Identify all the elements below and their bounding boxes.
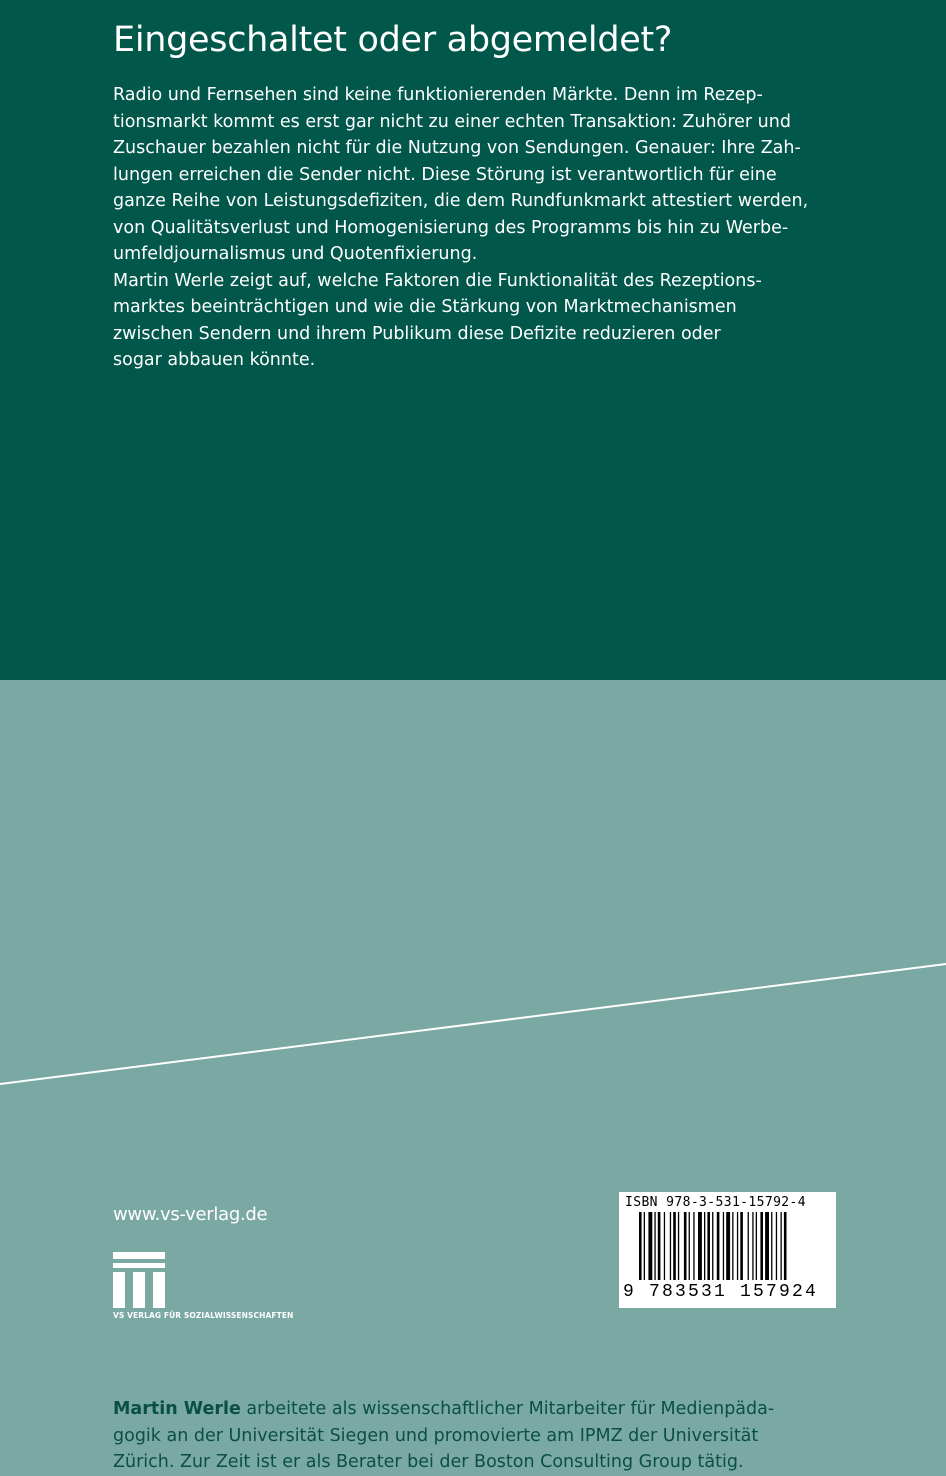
barcode-bar — [781, 1212, 782, 1280]
barcode-bar — [732, 1212, 733, 1280]
barcode-bar — [748, 1212, 749, 1280]
bio-line — [113, 1396, 833, 1423]
barcode-bar — [639, 1212, 642, 1280]
barcode-bar — [670, 1212, 671, 1280]
barcode-bar — [712, 1212, 713, 1280]
author-bio — [113, 1396, 833, 1476]
barcode-bar — [684, 1212, 687, 1280]
blurb-line: Zuschauer bezahlen nicht für die Nutzung von Sendungen. Genauer: Ihre Zah- — [113, 138, 801, 158]
bio-line: Zürich. Zur Zeit ist er als Berater bei der Boston Consulting Group tätig. — [113, 1452, 744, 1472]
blurb-line: Martin Werle zeigt auf, welche Faktoren die Funktionalität des Rezeptions- — [113, 270, 762, 291]
barcode-bar — [673, 1212, 676, 1280]
barcode-bar — [760, 1212, 763, 1280]
publisher-url[interactable]: www.vs-verlag.de — [113, 1204, 268, 1225]
barcode-bar — [726, 1212, 730, 1280]
barcode-bar — [664, 1212, 665, 1280]
barcode-bar — [689, 1212, 690, 1280]
blurb-line: tionsmarkt kommt es erst gar nicht zu einer echten Transaktion: Zuhörer und — [113, 111, 791, 132]
barcode-bar — [740, 1212, 743, 1280]
barcode-bar — [648, 1212, 652, 1280]
blurb-line: marktes beeinträchtigen und wie die Stärkung von Marktmechanismen — [113, 297, 737, 317]
blurb-line: von Qualitätsverlust und Homogenisierung des Programms bis hin zu Werbe- — [113, 217, 789, 238]
author-name: Martin Werle — [113, 1399, 241, 1419]
blurb-line: Radio und Fernsehen sind keine funktionierenden Märkte. Denn im Rezep- — [113, 85, 763, 105]
bio-line: gogik an der Universität Siegen und promovierte am IPMZ der Universität — [113, 1425, 759, 1446]
publisher-logo-caption: VS VERLAG FÜR SOZIALWISSENSCHAFTEN — [113, 1311, 294, 1320]
ean-digits: 9 783531 157924 — [623, 1282, 819, 1302]
blurb-line: zwischen Sendern und ihrem Publikum diese Defizite reduzieren oder — [113, 323, 721, 344]
barcode-bar — [644, 1212, 645, 1280]
barcode-bar — [776, 1212, 777, 1280]
barcode-bar — [717, 1212, 720, 1280]
isbn-label: ISBN 978-3-531-15792-4 — [625, 1195, 806, 1210]
barcode-bar — [704, 1212, 705, 1280]
blurb-line: ganze Reihe von Leistungsdefiziten, die dem Rundfunkmarkt attestiert werden, — [113, 191, 809, 211]
barcode-bar — [737, 1212, 738, 1280]
barcode-bar — [765, 1212, 769, 1280]
barcode-bar — [698, 1212, 702, 1280]
barcode-bar — [658, 1212, 661, 1280]
barcode-bar — [771, 1212, 772, 1280]
barcode-bar — [752, 1212, 753, 1280]
blurb-line: umfeldjournalismus und Quotenfixierung. — [113, 244, 478, 264]
barcode-bar — [723, 1212, 724, 1280]
isbn-barcode — [619, 1192, 836, 1308]
barcode-bar — [654, 1212, 655, 1280]
barcode-bar — [693, 1212, 694, 1280]
barcode-bar — [756, 1212, 757, 1280]
blurb-line: sogar abbauen könnte. — [113, 350, 316, 370]
bio-line-rest: arbeitete als wissenschaftlicher Mitarbeiter für Medienpäda- — [240, 1399, 775, 1419]
barcode-bar — [784, 1212, 787, 1280]
book-title: Eingeschaltet oder abgemeldet? — [113, 20, 673, 60]
barcode-bar — [678, 1212, 679, 1280]
blurb-line: lungen erreichen die Sender nicht. Diese Störung ist verantwortlich für eine — [113, 164, 777, 185]
barcode-bars — [639, 1212, 819, 1280]
barcode-bar — [707, 1212, 710, 1280]
